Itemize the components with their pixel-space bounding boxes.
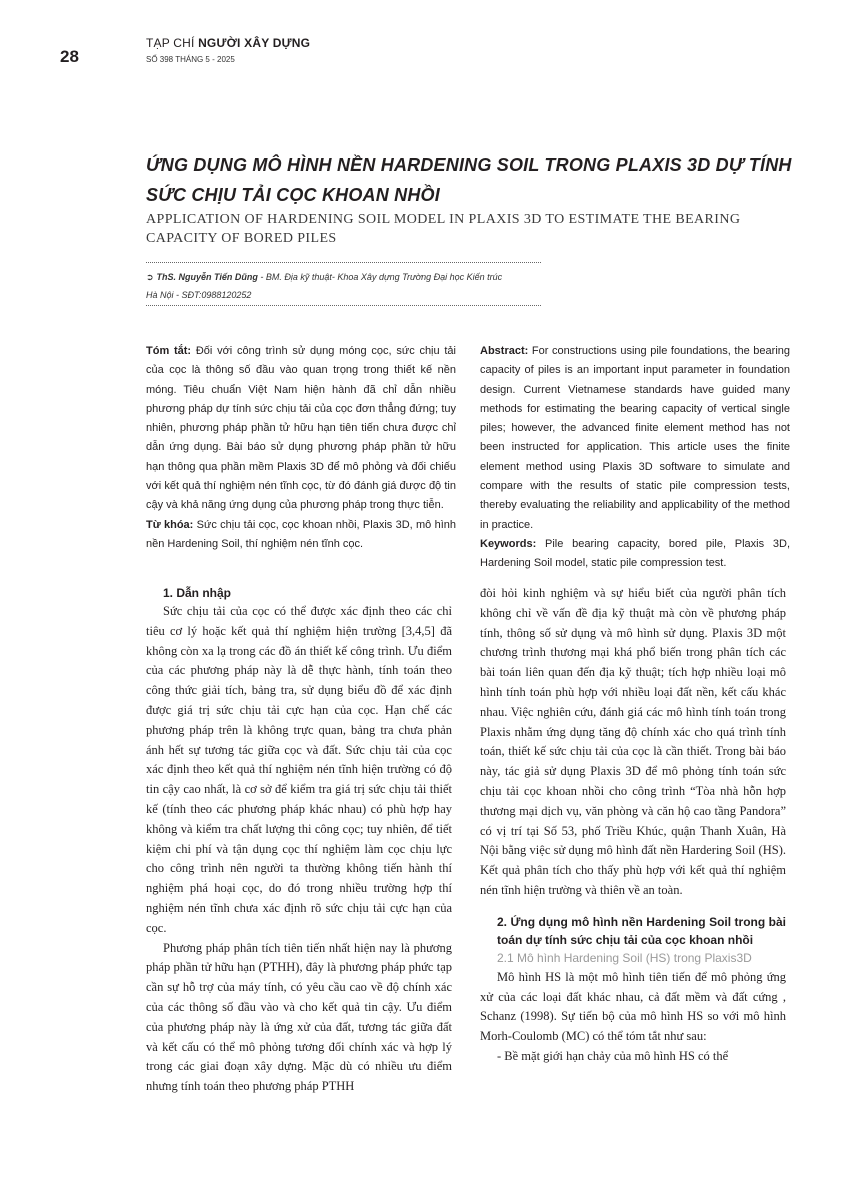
- paragraph: đòi hỏi kinh nghiệm và sự hiểu biết của người phân tích không chỉ về vấn đề địa kỹ thuật mà còn về phương pháp tính, thông số sử dụng và mô hình sử dụng. Plaxis 3D một chương trình thương mại khá phổ biến trong phân tích các bài toán liên quan đến địa kỹ thuật; tích hợp nhiều loại mô hình tính toán phù hợp với nhiều loại đất nền, kết cấu khác nhau. Việc nghiên cứu, đánh giá các mô hình tính toán trong Plaxis nhằm ứng dụng tăng độ chính xác cho quá trình tính toán, thiết kế sức chịu tải của cọc là cần thiết. Trong bài báo này, tác giả sử dụng Plaxis 3D để mô phỏng tính toán sức chịu tải cọc khoan nhồi cho công trình “Tòa nhà hỗn hợp thương mại dịch vụ, văn phòng và căn hộ cao tầng Pandora” có vị trí tại Số 53, phố Triều Khúc, quận Thanh Xuân, Hà Nội bằng việc sử dụng mô hình đất nền Hardering Soil (HS). Kết quả phân tích cho thấy phù hợp với kết quả thí nghiệm nén tĩnh hiện trường và thiên về an toàn.: [480, 586, 786, 897]
- author-line: [146, 268, 516, 304]
- spacer: [480, 901, 786, 913]
- article-title-vi: ỨNG DỤNG MÔ HÌNH NỀN HARDENING SOIL TRONG PLAXIS 3D DỰ TÍNH SỨC CHỊU TẢI CỌC KHOAN NHỒI: [146, 155, 792, 205]
- keywords-vi-text: Sức chịu tải cọc, cọc khoan nhồi, Plaxis 3D, mô hình nền Hardening Soil, thí nghiệm nén tĩnh cọc.: [146, 518, 457, 550]
- keywords-en-label: Keywords:: [480, 537, 537, 550]
- body-column-right: [480, 584, 786, 1067]
- keywords-en-text: Pile bearing capacity, bored pile, Plaxis 3D, Hardening Soil model, static pile compression test.: [480, 537, 790, 570]
- paragraph: Phương pháp phân tích tiên tiến nhất hiện nay là phương pháp phần tử hữu hạn (PTHH), đây là phương pháp phức tạp cần sự hỗ trợ của máy tính, có yêu cầu cao về độ chính xác của các thông số đầu vào và cho kết quả tin cậy. Ưu điểm của phương pháp này là ứng xử của đất, tương tác giữa đất và kết cấu có thể mô phỏng tương đối chính xác và hợp lý trong các giai đoạn xây dựng. Mặc dù có nhiều ưu điểm nhưng tính toán theo phương pháp PTHH: [146, 940, 452, 1094]
- page-number: 28: [60, 47, 79, 66]
- abstract-vi-label: Tóm tắt:: [146, 345, 192, 357]
- abstract-vi-body: [146, 342, 456, 516]
- keywords-en: [480, 535, 790, 574]
- journal-name: [146, 36, 310, 50]
- arrow-icon: ➲: [146, 272, 154, 282]
- subsection-2-1-heading: 2.1 Mô hình Hardening Soil (HS) trong Plaxis3D: [497, 950, 752, 965]
- author-name: ThS. Nguyễn Tiến Dũng: [156, 272, 258, 282]
- journal-title: NGƯỜI XÂY DỰNG: [198, 36, 311, 50]
- body-column-left: [146, 584, 452, 1097]
- journal-issue: SỐ 398 THÁNG 5 - 2025: [146, 55, 235, 64]
- author-affiliation: - BM. Địa kỹ thuật- Khoa Xây dựng Trường Đại học Kiến trúc Hà Nội - SĐT:0988120252: [146, 272, 503, 300]
- dotted-separator-bottom: [146, 305, 541, 306]
- abstract-en: [480, 342, 790, 574]
- journal-prefix: TẠP CHÍ: [146, 36, 199, 50]
- keywords-vi: [146, 516, 456, 555]
- dotted-separator-top: [146, 262, 541, 263]
- keywords-vi-label: Từ khóa:: [146, 518, 194, 531]
- abstract-en-text: For constructions using pile foundations, the bearing capacity of piles is an important input parameter in foundation design. Current Vietnamese standards have guided many methods for estimating the bearing capacity of vertical single piles; however, the advanced finite element method has not been instructed for application. This article uses the finite element method using Plaxis 3D software to simulate and compare with the results of static pile compression tests, thereby evaluating the reliability and applicability of the method in practice.: [480, 345, 790, 531]
- abstract-en-label: Abstract:: [480, 345, 529, 357]
- abstract-en-body: [480, 342, 790, 535]
- section-1-heading: 1. Dẫn nhập: [163, 586, 232, 600]
- paragraph: Sức chịu tải của cọc có thể được xác định theo các chỉ tiêu cơ lý hoặc kết quả thí nghiệm hiện trường [3,4,5] đã không còn xa lạ trong các đồ án thiết kế công trình. Ưu điểm của các phương pháp này là dễ thực hành, tính toán theo công thức giải tích, bảng tra, sử dụng biểu đồ để xác định được giá trị sức chịu tải cực hạn của cọc. Hạn chế các phương pháp trên là không trực quan, bảng tra chưa phản ánh hết sự tương tác giữa cọc và đất. Sức chịu tải của cọc xác định theo kết quả thí nghiệm nén tĩnh hiện trường có độ tin cậy cao nhất, là cơ sở để kiểm tra giá trị sức chịu tải thiết kế (tính theo các phương pháp khác nhau) có phù hợp hay không và kiểm tra chất lượng thi công cọc; tuy nhiên, để tiết kiệm chi phí và tận dụng cọc thí nghiệm làm cọc chịu lực cho công trình nên người ta thường không tiến hành thí nghiệm phá hoại cọc, do đó trong nhiều trường hợp thí nghiệm nén tĩnh chưa xác định rõ sức chịu tải cực hạn của cọc.: [146, 604, 452, 935]
- paragraph: - Bề mặt giới hạn chảy của mô hình HS có thể: [497, 1048, 729, 1063]
- section-2-heading: 2. Ứng dụng mô hình nền Hardening Soil trong bài toán dự tính sức chịu tải của cọc khoan nhồi: [497, 914, 786, 947]
- paragraph: Mô hình HS là một mô hình tiên tiến để mô phỏng ứng xử của các loại đất khác nhau, cả đất mềm và đất cứng , Schanz (1998). Sự tiến bộ của mô hình HS so với mô hình Morh-Coulomb (MC) có thể tóm tắt như sau:: [480, 969, 786, 1044]
- abstract-vi-text: Đối với công trình sử dụng móng cọc, sức chịu tải của cọc là thông số đầu vào quan trọng trong thiết kế nền móng. Tiêu chuẩn Việt Nam hiện hành đã chỉ dẫn nhiều phương pháp dự tính sức chịu tải của cọc đơn thẳng đứng; tuy nhiên, phương pháp phần tử hữu hạn tiên tiến chưa được chỉ dẫn ứng dụng. Bài báo sử dụng phương pháp phần tử hữu hạn thông qua phần mềm Plaxis 3D để mô phỏng và đối chiếu với kết quả thí nghiệm nén tĩnh cọc, từ đó đánh giá được độ tin cậy và khả năng ứng dụng của phương pháp trong thực tiễn.: [146, 345, 456, 512]
- article-title-en: APPLICATION OF HARDENING SOIL MODEL IN PLAXIS 3D TO ESTIMATE THE BEARING CAPACITY OF BORED PILES: [146, 212, 741, 246]
- abstract-vi: [146, 342, 456, 554]
